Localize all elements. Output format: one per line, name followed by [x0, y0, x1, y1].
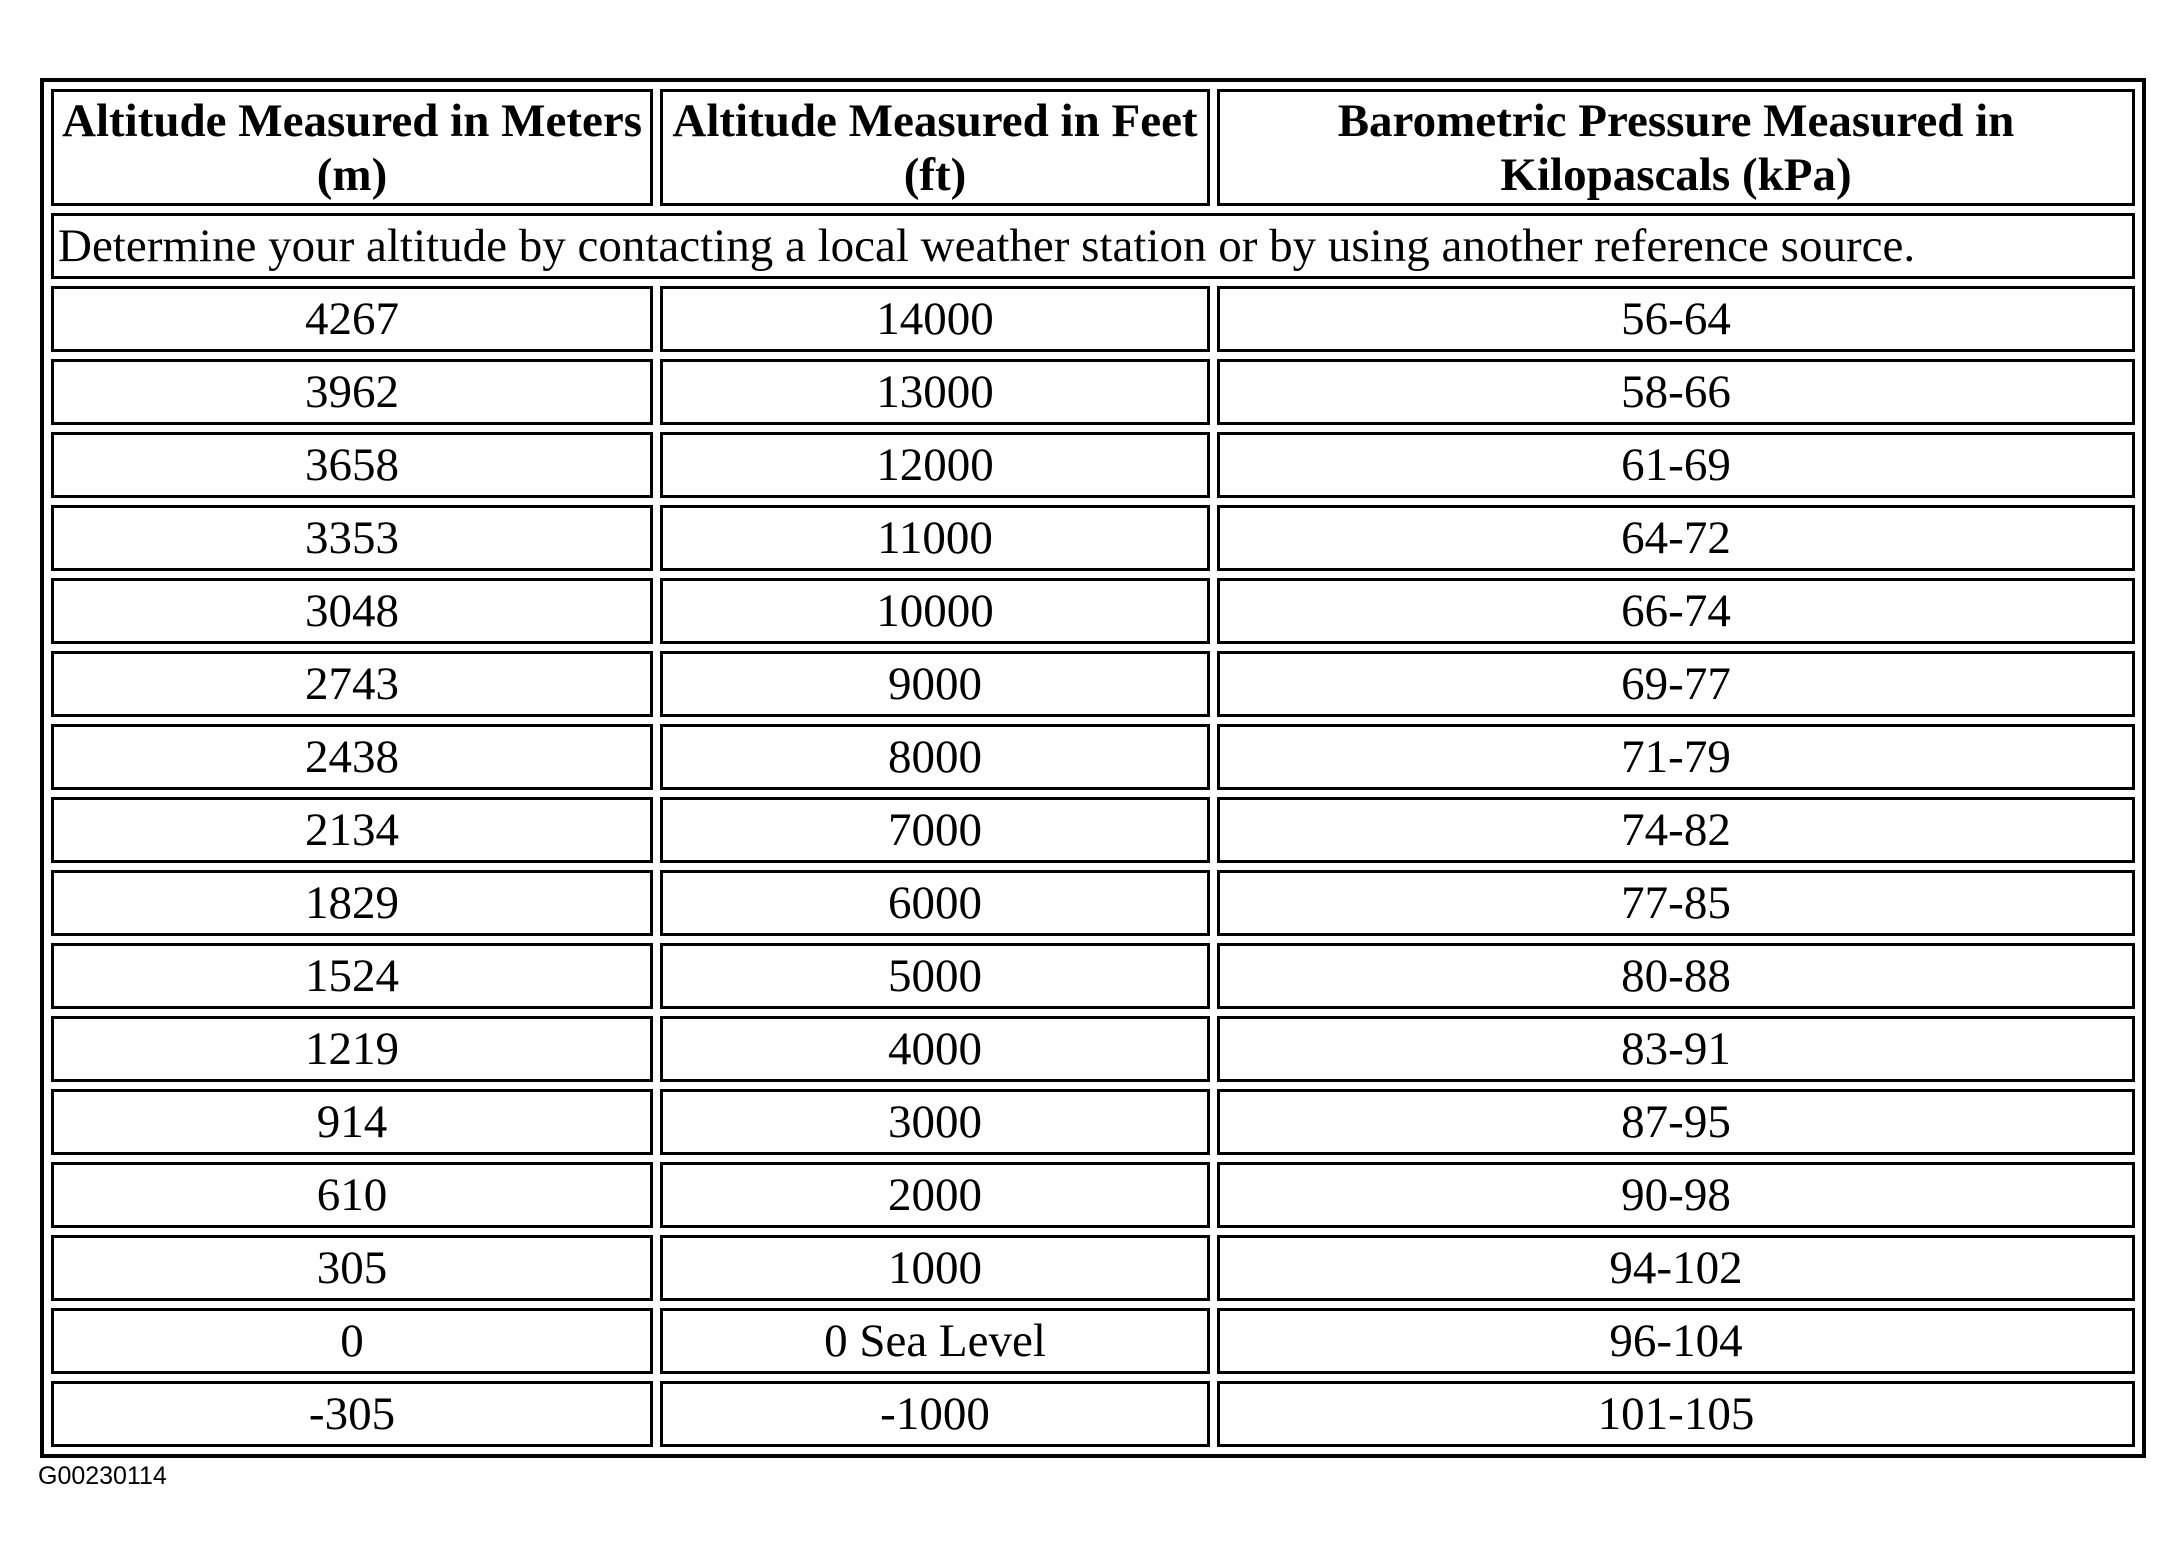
meters-cell: 610 — [51, 1162, 653, 1228]
table-row — [51, 651, 2135, 717]
table-row — [51, 505, 2135, 571]
meters-cell: 1524 — [51, 943, 653, 1009]
table-row — [51, 1308, 2135, 1374]
table-row — [51, 359, 2135, 425]
feet-cell: 2000 — [660, 1162, 1210, 1228]
table-row — [51, 286, 2135, 352]
meters-cell: 3353 — [51, 505, 653, 571]
figure-code: G00230114 — [38, 1462, 167, 1490]
table-row — [51, 578, 2135, 644]
feet-cell: 6000 — [660, 870, 1210, 936]
table-row — [51, 797, 2135, 863]
table-row — [51, 1162, 2135, 1228]
table-row — [51, 432, 2135, 498]
table-row — [51, 1381, 2135, 1447]
header-feet: Altitude Measured in Feet (ft) — [660, 89, 1210, 206]
meters-cell: 3048 — [51, 578, 653, 644]
header-pressure: Barometric Pressure Measured in Kilopascals (kPa) — [1217, 89, 2135, 206]
meters-cell: 1829 — [51, 870, 653, 936]
pressure-cell: 61-69 — [1217, 432, 2135, 498]
table-row — [51, 1089, 2135, 1155]
feet-cell: 5000 — [660, 943, 1210, 1009]
table-body — [51, 213, 2135, 1447]
pressure-cell: 80-88 — [1217, 943, 2135, 1009]
meters-cell: 305 — [51, 1235, 653, 1301]
meters-cell: 3658 — [51, 432, 653, 498]
header-row — [51, 89, 2135, 206]
note-row — [51, 213, 2135, 279]
pressure-cell: 64-72 — [1217, 505, 2135, 571]
meters-cell: -305 — [51, 1381, 653, 1447]
altitude-pressure-table — [40, 78, 2146, 1458]
meters-cell: 4267 — [51, 286, 653, 352]
meters-cell: 914 — [51, 1089, 653, 1155]
meters-cell: 0 — [51, 1308, 653, 1374]
feet-cell: 7000 — [660, 797, 1210, 863]
feet-cell: 8000 — [660, 724, 1210, 790]
table-header — [51, 89, 2135, 206]
pressure-cell: 66-74 — [1217, 578, 2135, 644]
pressure-cell: 90-98 — [1217, 1162, 2135, 1228]
feet-cell: 0 Sea Level — [660, 1308, 1210, 1374]
table-row — [51, 870, 2135, 936]
pressure-cell: 56-64 — [1217, 286, 2135, 352]
meters-cell: 2134 — [51, 797, 653, 863]
pressure-cell: 87-95 — [1217, 1089, 2135, 1155]
meters-cell: 2743 — [51, 651, 653, 717]
feet-cell: 14000 — [660, 286, 1210, 352]
pressure-cell: 101-105 — [1217, 1381, 2135, 1447]
pressure-cell: 94-102 — [1217, 1235, 2135, 1301]
header-meters: Altitude Measured in Meters (m) — [51, 89, 653, 206]
feet-cell: -1000 — [660, 1381, 1210, 1447]
table-row — [51, 724, 2135, 790]
feet-cell: 1000 — [660, 1235, 1210, 1301]
meters-cell: 3962 — [51, 359, 653, 425]
pressure-cell: 74-82 — [1217, 797, 2135, 863]
pressure-cell: 83-91 — [1217, 1016, 2135, 1082]
pressure-cell: 96-104 — [1217, 1308, 2135, 1374]
table-row — [51, 1016, 2135, 1082]
pressure-cell: 71-79 — [1217, 724, 2135, 790]
feet-cell: 11000 — [660, 505, 1210, 571]
feet-cell: 9000 — [660, 651, 1210, 717]
feet-cell: 13000 — [660, 359, 1210, 425]
pressure-cell: 69-77 — [1217, 651, 2135, 717]
table-row — [51, 943, 2135, 1009]
feet-cell: 3000 — [660, 1089, 1210, 1155]
meters-cell: 1219 — [51, 1016, 653, 1082]
table-row — [51, 1235, 2135, 1301]
feet-cell: 12000 — [660, 432, 1210, 498]
note-cell: Determine your altitude by contacting a local weather station or by using another reference source. — [51, 213, 2135, 279]
feet-cell: 4000 — [660, 1016, 1210, 1082]
pressure-cell: 77-85 — [1217, 870, 2135, 936]
pressure-cell: 58-66 — [1217, 359, 2135, 425]
feet-cell: 10000 — [660, 578, 1210, 644]
meters-cell: 2438 — [51, 724, 653, 790]
